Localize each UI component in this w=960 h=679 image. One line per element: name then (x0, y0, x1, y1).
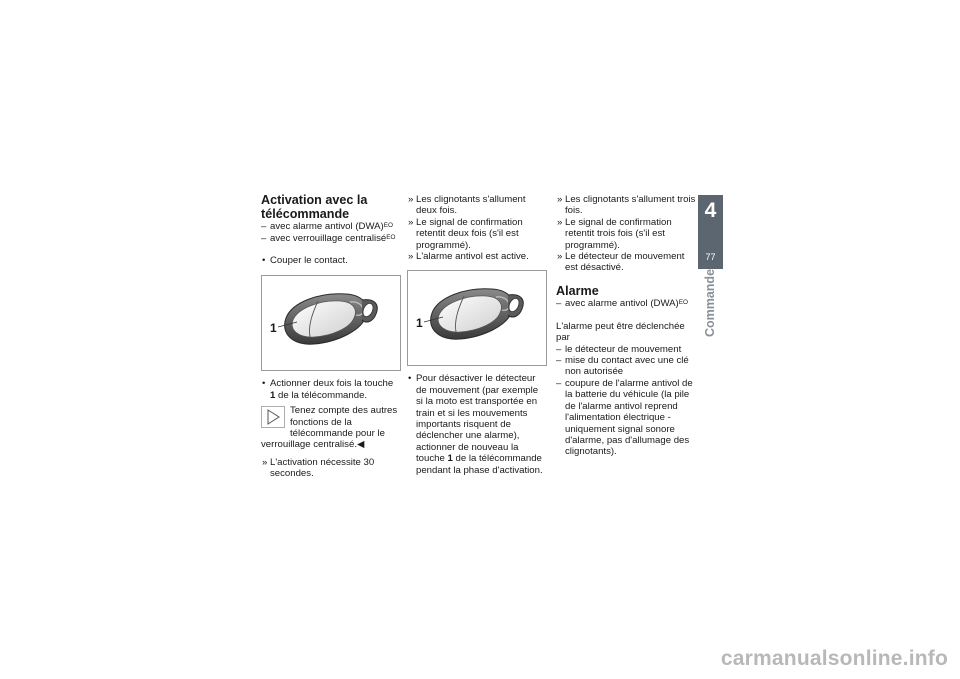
requirements-list (261, 221, 401, 244)
result-item: » Le signal de confirmation retentit trois fois (s'il est programmé). (556, 217, 696, 251)
column-2 (407, 194, 547, 476)
watermark: carmanualsonline.info (720, 647, 948, 670)
figure-callout-label: 1 (270, 321, 277, 336)
alarm-intro: L'alarme peut être déclenchée par (556, 320, 685, 344)
requirements-list (556, 298, 696, 309)
note-text: Tenez compte des autres fonctions de la télécommande pour le verrouillage centralisé. (261, 405, 398, 451)
column-1 (261, 194, 401, 480)
result-item: » Le signal de confirmation retentit deux fois (s'il est programmé). (407, 217, 547, 251)
figure-callout-label: 1 (416, 316, 423, 331)
result-item: » L'activation nécessite 30 secondes. (261, 457, 401, 480)
trigger-item: – coupure de l'alarme antivol de la batterie du véhicule (la pile de l'alarme antivol reprend l'alimentation électrique - uniquement signal sonore d'alarme, pas d'allumage des clignotants). (556, 378, 696, 458)
result-item: » Le détecteur de mouvement est désactivé. (556, 251, 696, 274)
step-list (407, 373, 547, 476)
step-item: • Couper le contact. (261, 255, 401, 266)
result-list (261, 457, 401, 480)
result-item: » Les clignotants s'allument trois fois. (556, 194, 696, 217)
result-item: » L'alarme antivol est active. (407, 251, 547, 262)
requirement-item: – avec alarme antivol (DWA)$^{EO}$ (261, 221, 401, 232)
chapter-tab (698, 195, 723, 269)
trigger-list (556, 344, 696, 458)
key-fob-figure (261, 275, 401, 371)
result-list (407, 194, 547, 262)
requirement-item: – avec alarme antivol (DWA)$^{EO}$ (556, 298, 696, 309)
step-list (261, 255, 401, 266)
step-list (261, 378, 401, 401)
note-block (261, 405, 401, 451)
key-fob-figure (407, 270, 547, 366)
trigger-item: – le détecteur de mouvement (556, 344, 696, 355)
step-item: • Actionner deux fois la touche 1 de la télécommande. (261, 378, 401, 401)
column-3 (556, 194, 696, 458)
chapter-label: Commande (703, 268, 717, 338)
chapter-number: 4 (704, 199, 717, 222)
section-heading-activation: Activation avec la télécommande (261, 193, 368, 221)
result-item: » Les clignotants s'allument deux fois. (407, 194, 547, 217)
key-fob-illustration (408, 271, 546, 365)
page-number: 77 (705, 252, 716, 262)
trigger-item: – mise du contact avec une clé non autorisée (556, 355, 696, 378)
section-heading-alarme: Alarme (556, 283, 599, 298)
step-item: • Pour désactiver le détecteur de mouvement (par exemple si la moto est transportée en train et si les mouvements importants risquent de déclencher une alarme), actionner de nouveau la touche 1 de la télécommande pendant la phase d'activation. (407, 373, 547, 476)
key-fob-illustration (262, 276, 400, 370)
note-triangle-icon (261, 406, 285, 428)
end-marker: ◀ (356, 439, 365, 451)
requirement-item: – avec verrouillage centralisé$^{EO}$ (261, 233, 401, 244)
result-list (556, 194, 696, 274)
